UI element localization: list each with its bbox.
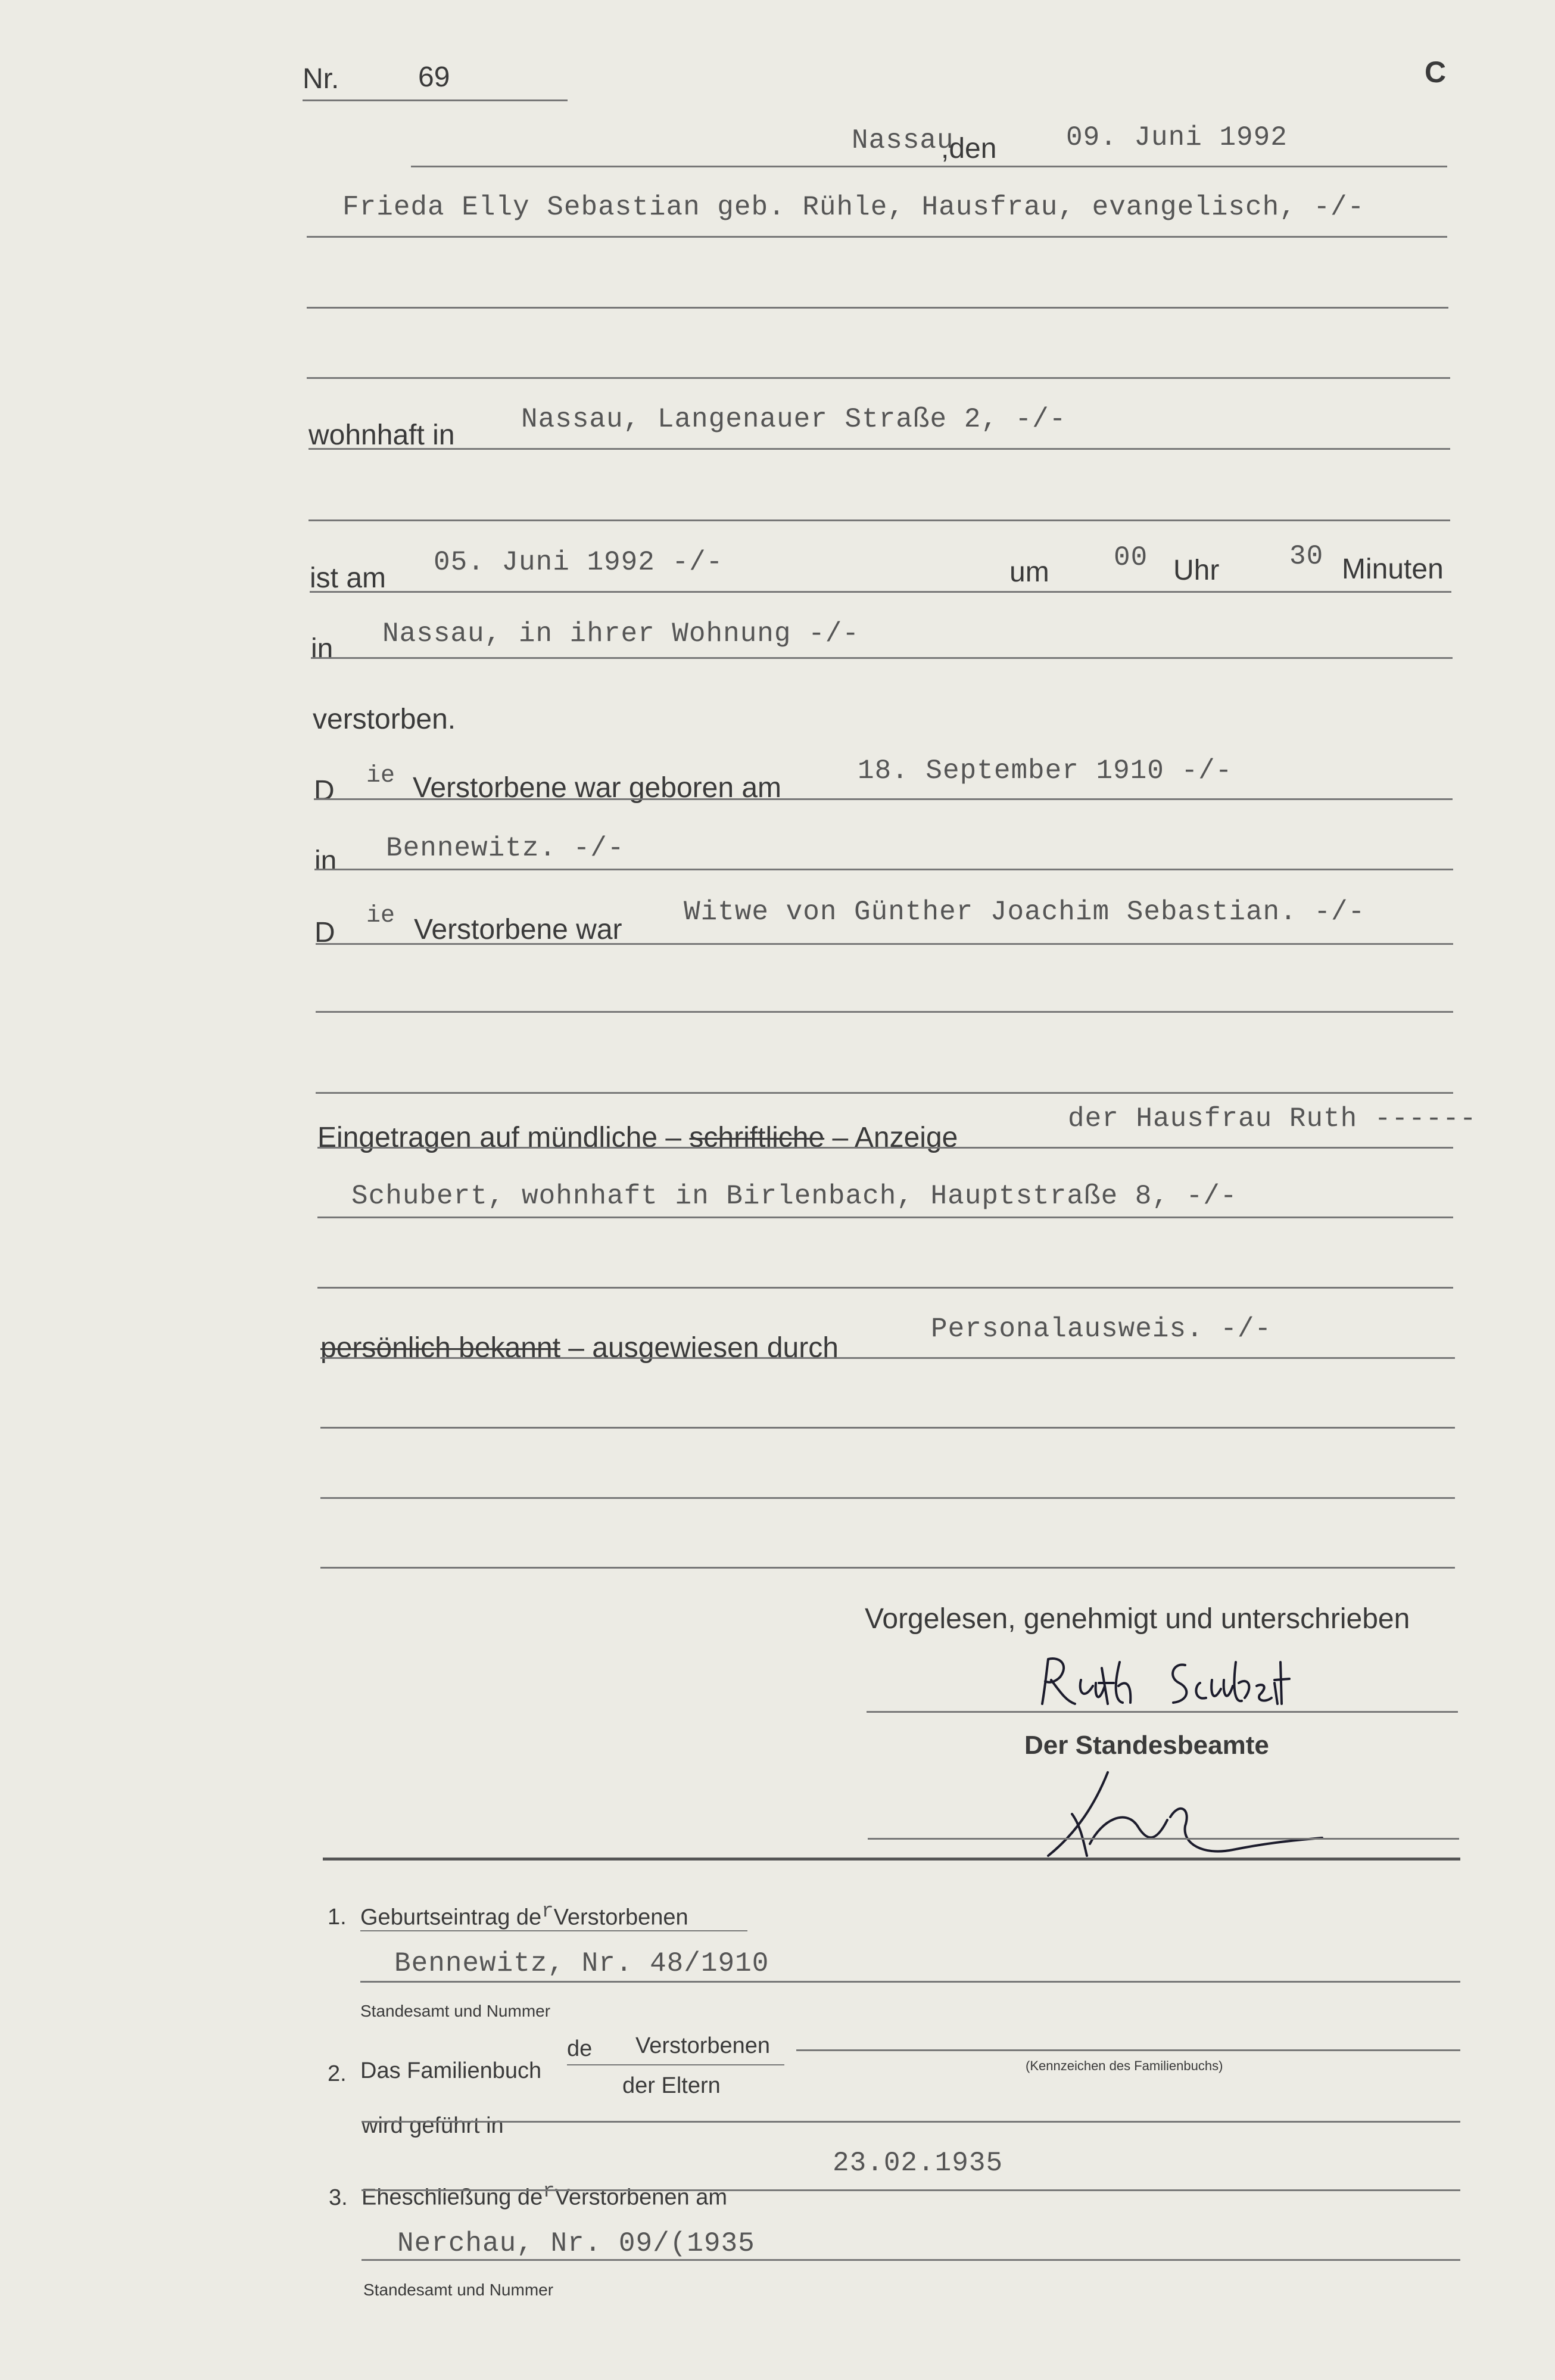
blank-line-1 [307,307,1448,309]
deceased-name: Frieda Elly Sebastian geb. Rühle, Hausfrau, evangelisch, -/- [342,192,1365,223]
residence-value: Nassau, Langenauer Straße 2, -/- [521,404,1067,435]
born-label: Verstorbene war geboren am [413,772,782,804]
minuten-label: Minuten [1342,553,1444,585]
d-prefix-2: D [314,917,335,948]
marriage-entry-underline [362,2259,1460,2261]
birth-place-label: in [314,845,337,877]
note-2-option-deceased: Verstorbenen [635,2033,771,2058]
d-prefix: D [314,775,335,807]
blank-line-8 [320,1497,1455,1499]
death-place-underline [311,657,1453,659]
marital-status: Witwe von Günther Joachim Sebastian. -/- [684,897,1366,928]
registrar-label: Der Standesbeamte [1024,1731,1269,1760]
note-3-label-suffix: Verstorbenen am [554,2185,728,2210]
blank-line-5 [316,1092,1453,1094]
birth-entry-value: Bennewitz, Nr. 48/1910 [394,1948,769,1979]
marriage-date: 23.02.1935 [833,2148,1004,2179]
blank-line-3 [308,519,1450,521]
registration-label [317,1121,958,1154]
note-1-sup: r [541,1900,554,1923]
note-1-label-suffix: Verstorbenen [553,1905,688,1930]
residence-underline [308,448,1450,450]
note-1-number: 1. [328,1905,347,1930]
blank-line-2 [307,377,1450,379]
registration-prefix: Eingetragen auf mündliche – [317,1122,690,1153]
death-minutes: 30 [1289,541,1324,572]
death-date: 05. Juni 1992 -/- [434,547,724,578]
verstorben-label: verstorben. [313,704,456,735]
birth-place-underline [314,869,1453,870]
birth-place: Bennewitz. -/- [386,833,625,864]
note-1-caption: Standesamt und Nummer [360,2002,551,2020]
identity-label [320,1331,839,1364]
note-3-caption: Standesamt und Nummer [363,2281,554,2299]
blank-line-7 [320,1427,1455,1429]
death-date-underline [310,591,1451,593]
residence-label: wohnhaft in [308,419,455,451]
note-1-label-underline [360,1930,747,1931]
birth-date: 18. September 1910 -/- [858,755,1233,786]
nr-underline [303,99,568,101]
note-3-label-text: Eheschließung de [362,2185,543,2210]
died-on-label: ist am [310,562,387,594]
registration-suffix: – Anzeige [824,1122,958,1153]
uhr-label: Uhr [1173,555,1220,586]
informant-signature [1024,1650,1310,1716]
issue-date: 09. Juni 1992 [1066,122,1288,153]
section-divider [323,1858,1460,1861]
death-place: Nassau, in ihrer Wohnung -/- [382,618,859,649]
note-3-sup: r [543,2180,555,2203]
registrar-signature-line [868,1838,1459,1840]
marriage-entry-value: Nerchau, Nr. 09/(1935 [397,2228,755,2259]
form-letter: C [1425,55,1447,89]
status-underline [316,943,1453,945]
identity-struck-option: persönlich bekannt [320,1332,560,1364]
issue-place: Nassau [852,125,954,156]
note-2-option-parents: der Eltern [622,2073,721,2098]
birth-date-underline [314,798,1453,800]
informant-line-2: Schubert, wohnhaft in Birlenbach, Hauptstraße 8, -/- [351,1181,1238,1212]
note-2-number: 2. [328,2061,347,2086]
identity-underline [320,1357,1455,1359]
record-number: 69 [418,61,450,93]
family-book-location-underline [362,2121,1460,2123]
blank-line-4 [316,1011,1453,1013]
marriage-date-underline [362,2189,1460,2191]
note-3-label [362,2180,727,2211]
note-1-label [360,1900,688,1931]
um-label: um [1009,556,1049,588]
note-2-option-divider [567,2064,784,2065]
read-approved-signed: Vorgelesen, genehmigt und unterschrieben [865,1603,1410,1635]
blank-line-9 [320,1567,1455,1569]
identity-document: Personalausweis. -/- [931,1314,1272,1345]
note-1-label-text: Geburtseintrag de [360,1905,542,1930]
den-label: ,den [941,133,997,164]
registration-struck-option: schriftliche [689,1122,825,1153]
note-2-label: Das Familienbuch [360,2058,542,2083]
birth-entry-underline [360,1981,1460,1983]
date-underline [411,166,1447,167]
informant-signature-line [867,1711,1458,1713]
family-book-underline [796,2049,1460,2051]
note-2-caption: (Kennzeichen des Familienbuchs) [1026,2058,1223,2073]
blank-line-6 [317,1287,1453,1289]
ie-suffix-2: ie [366,903,395,929]
registration-underline [317,1147,1453,1149]
note-3-number: 3. [329,2185,348,2210]
note-2-kept-in: wird geführt in [362,2113,504,2138]
identity-suffix: – ausgewiesen durch [560,1332,839,1364]
registrar-signature [1036,1760,1328,1868]
note-2-de: de [567,2036,593,2061]
informant-underline [317,1217,1453,1218]
status-label: Verstorbene war [414,914,622,945]
informant-line-1: der Hausfrau Ruth ------ [1068,1103,1477,1134]
name-underline [307,236,1447,238]
nr-label: Nr. [303,63,339,95]
death-hour: 00 [1114,542,1148,573]
death-place-label: in [311,633,334,665]
ie-suffix: ie [366,763,395,789]
